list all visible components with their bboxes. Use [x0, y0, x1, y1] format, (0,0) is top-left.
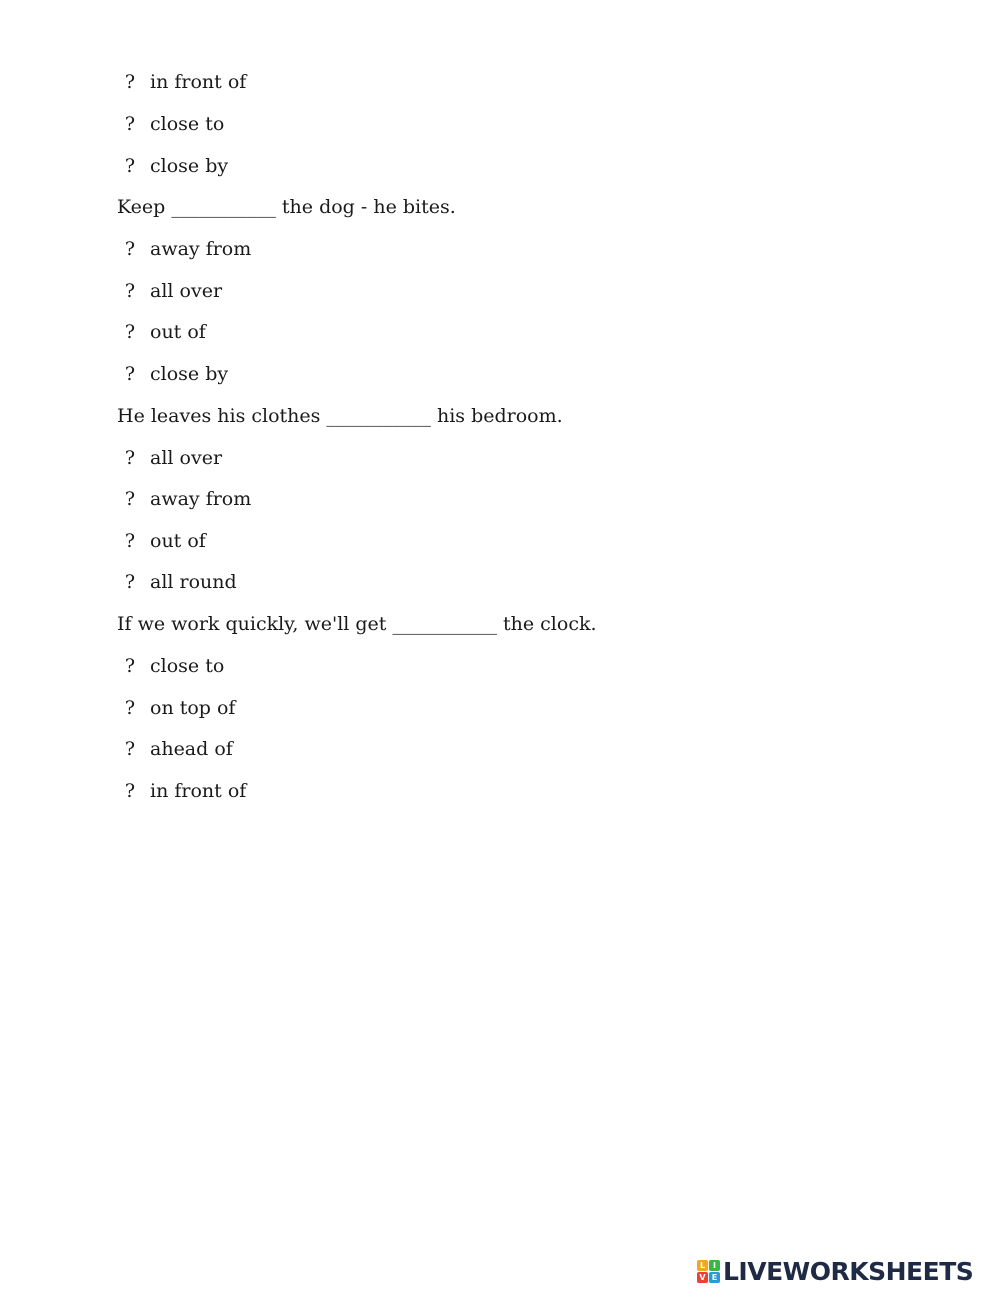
option-label: in front of: [150, 780, 247, 802]
option-marker: ?: [124, 155, 136, 177]
option-label: in front of: [150, 71, 247, 93]
liveworksheets-logo-icon: L I V E: [697, 1260, 720, 1283]
answer-option[interactable]: [124, 70, 524, 94]
option-marker: ?: [124, 113, 136, 135]
answer-option[interactable]: [124, 320, 524, 344]
option-marker: ?: [124, 488, 136, 510]
answer-option[interactable]: [124, 237, 524, 261]
option-label: all over: [150, 280, 223, 302]
option-label: out of: [150, 530, 206, 552]
answer-option[interactable]: [124, 529, 524, 553]
option-label: away from: [150, 488, 252, 510]
answer-option[interactable]: [124, 737, 524, 761]
option-label: close by: [150, 155, 229, 177]
option-label: out of: [150, 321, 206, 343]
answer-option[interactable]: [124, 362, 524, 386]
answer-option[interactable]: [124, 779, 524, 803]
option-label: close by: [150, 363, 229, 385]
answer-option[interactable]: [124, 112, 524, 136]
answer-option[interactable]: [124, 654, 524, 678]
option-label: on top of: [150, 697, 236, 719]
option-marker: ?: [124, 571, 136, 593]
answer-option[interactable]: [124, 696, 524, 720]
option-marker: ?: [124, 447, 136, 469]
option-label: close to: [150, 655, 225, 677]
option-marker: ?: [124, 71, 136, 93]
answer-option[interactable]: [124, 570, 524, 594]
answer-option[interactable]: [124, 154, 524, 178]
option-marker: ?: [124, 738, 136, 760]
answer-option[interactable]: [124, 487, 524, 511]
answer-option[interactable]: [124, 446, 524, 470]
option-marker: ?: [124, 363, 136, 385]
option-marker: ?: [124, 655, 136, 677]
question-prompt: Keep ___________ the dog - he bites.: [117, 196, 456, 218]
option-label: close to: [150, 113, 225, 135]
answer-option[interactable]: [124, 279, 524, 303]
option-label: all round: [150, 571, 237, 593]
option-label: all over: [150, 447, 223, 469]
question-prompt: If we work quickly, we'll get ___________ the clock.: [117, 613, 597, 635]
option-label: ahead of: [150, 738, 233, 760]
liveworksheets-brand[interactable]: [697, 1257, 973, 1285]
option-marker: ?: [124, 780, 136, 802]
option-marker: ?: [124, 280, 136, 302]
option-marker: ?: [124, 530, 136, 552]
option-marker: ?: [124, 238, 136, 260]
option-marker: ?: [124, 697, 136, 719]
option-marker: ?: [124, 321, 136, 343]
question-prompt: He leaves his clothes ___________ his bedroom.: [117, 405, 563, 427]
option-label: away from: [150, 238, 252, 260]
brand-name: LIVEWORKSHEETS: [723, 1256, 974, 1286]
